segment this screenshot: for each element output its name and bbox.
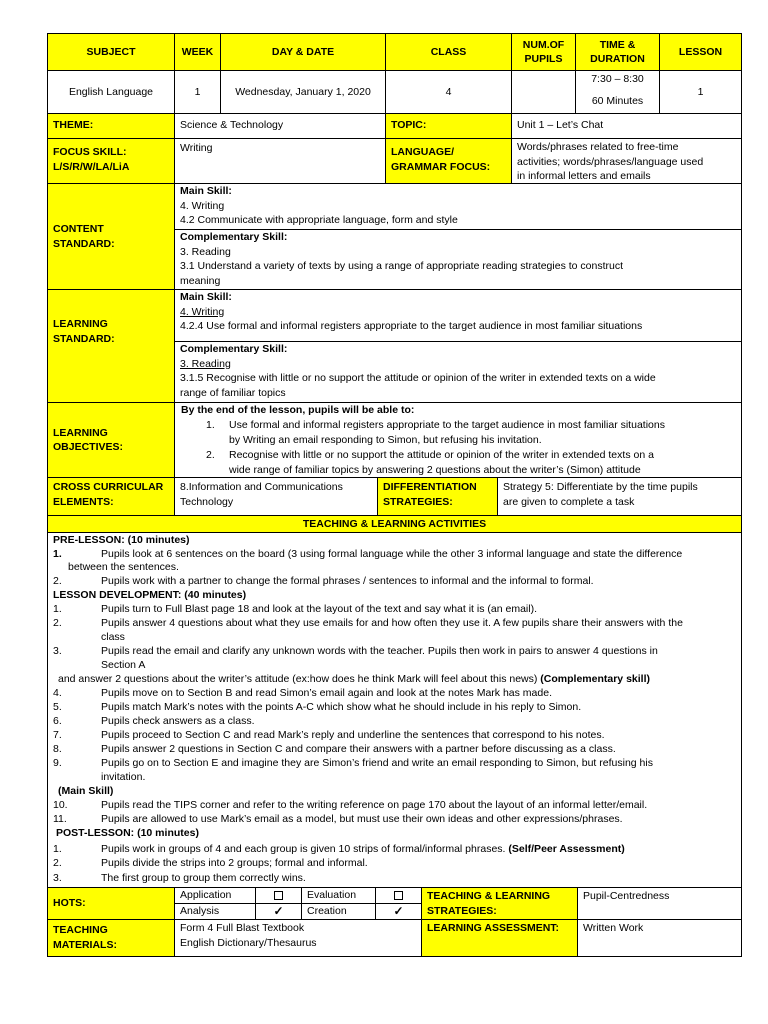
- theme-label-text: THEME:: [53, 119, 94, 131]
- header-subject: [47, 33, 175, 71]
- pre-2-line1: Pupils work with a partner to change the formal phrases / sentences to informal and the informal to formal.: [101, 575, 594, 587]
- dev-2-number: 2.: [53, 617, 62, 629]
- dev-2-line1: Pupils answer 4 questions about what they use emails for and how often they use it. A few pupils share their answers with the: [101, 617, 683, 629]
- materials-line1: Form 4 Full Blast Textbook: [180, 922, 305, 934]
- content-main-title: Main Skill:: [180, 185, 232, 197]
- check-mark-icon: [375, 903, 422, 920]
- grammar-line3: in informal letters and emails: [517, 170, 651, 182]
- learning-assessment-value: [577, 919, 742, 957]
- info-time-text: 7:30 – 8:30: [591, 73, 644, 85]
- header-day-date-text: DAY & DATE: [271, 45, 335, 58]
- pre-1-line1: Pupils look at 6 sentences on the board (3 using formal language while the other 3 informal language and state the difference: [101, 548, 683, 560]
- post-2-number: 2.: [53, 857, 62, 869]
- focus-skill-value-text: Writing: [180, 142, 213, 154]
- main-skill-tag: (Main Skill): [58, 785, 114, 797]
- topic-value-text: Unit 1 – Let’s Chat: [517, 119, 604, 131]
- cross-label-line1: CROSS CURRICULAR: [53, 481, 164, 493]
- dev-10-number: 10.: [53, 799, 68, 811]
- dev-3-extra-text: and answer 2 questions about the writer’s attitude (ex:how does he think Mark will feel about this news): [58, 673, 538, 685]
- post-3-number: 3.: [53, 872, 62, 884]
- content-comp-title: Complementary Skill:: [180, 231, 288, 243]
- hots-application: [174, 887, 256, 904]
- dev-3-number: 3.: [53, 645, 62, 657]
- teaching-materials-value: [174, 919, 422, 957]
- post-lesson-title: POST-LESSON: (10 minutes): [56, 827, 199, 839]
- info-week-text: 1: [194, 85, 201, 98]
- checkbox-empty-icon: [274, 891, 283, 900]
- header-class-text: CLASS: [430, 45, 467, 58]
- learning-assessment-label: [421, 919, 578, 957]
- dev-1-number: 1.: [53, 603, 62, 615]
- grammar-label-line1: LANGUAGE/: [391, 146, 454, 158]
- learning-assessment-label-text: LEARNING ASSESSMENT:: [427, 922, 560, 934]
- header-week-text: WEEK: [181, 45, 214, 58]
- self-peer-assessment-tag: (Self/Peer Assessment): [508, 843, 625, 855]
- analysis-tick: ✓: [273, 904, 284, 919]
- dev-7-number: 7.: [53, 729, 62, 741]
- pre-lesson-title: PRE-LESSON: (10 minutes): [53, 534, 190, 546]
- objective-1-number: 1.: [206, 419, 215, 431]
- dev-4-line1: Pupils move on to Section B and read Simon’s email again and look at the notes Mark has made.: [101, 687, 552, 699]
- info-class: [385, 70, 512, 114]
- dev-3-extra: [58, 673, 650, 687]
- info-class-text: 4: [445, 85, 452, 98]
- info-subject: [47, 70, 175, 114]
- dev-10-line1: Pupils read the TIPS corner and refer to the writing reference on page 170 about the layout of an informal letter/email.: [101, 799, 648, 811]
- objectives-label-line1: LEARNING: [53, 426, 108, 439]
- focus-skill-label-line1: FOCUS SKILL:: [53, 146, 127, 158]
- cross-value-line2: Technology: [180, 495, 234, 508]
- content-main-line2: 4.2 Communicate with appropriate language, form and style: [180, 214, 458, 226]
- theme-value-text: Science & Technology: [180, 119, 284, 131]
- cross-curricular-label: [47, 477, 175, 516]
- diff-line2: are given to complete a task: [503, 495, 635, 508]
- learning-main-text: 4.2.4 Use formal and informal registers appropriate to the target audience in most familiar situations: [180, 320, 643, 332]
- grammar-focus-value: [511, 138, 742, 184]
- header-num-pupils-line2: PUPILS: [524, 53, 563, 65]
- header-week: [174, 33, 221, 71]
- pre-1-number: 1.: [53, 548, 62, 560]
- hots-creation-text: Creation: [307, 905, 347, 917]
- info-time-duration: [575, 70, 660, 114]
- focus-skill-label-line2: L/S/R/W/LA/LiA: [53, 160, 130, 173]
- dev-8-line1: Pupils answer 2 questions in Section C and compare their answers with a partner before discussing as a class.: [101, 743, 616, 755]
- header-lesson-text: LESSON: [678, 45, 723, 58]
- hots-evaluation-check: [375, 887, 422, 904]
- learning-comp-line2: range of familiar topics: [180, 386, 286, 399]
- tl-strategies-label: [421, 887, 578, 920]
- hots-label: [47, 887, 175, 920]
- dev-9-number: 9.: [53, 757, 62, 769]
- learning-comp-skill: 3. Reading: [180, 357, 231, 370]
- materials-label-line2: MATERIALS:: [53, 938, 117, 951]
- learning-main-skill: 4. Writing: [180, 305, 225, 318]
- info-lesson-text: 1: [697, 85, 704, 98]
- post-1-number: 1.: [53, 843, 62, 855]
- content-comp-line2: 3.1 Understand a variety of texts by using a range of appropriate reading strategies to construct: [180, 260, 624, 272]
- check-mark-icon: [255, 903, 302, 920]
- diff-label-line1: DIFFERENTIATION: [383, 481, 477, 493]
- tl-strategies-label-line2: STRATEGIES:: [427, 904, 497, 917]
- dev-9-line2: invitation.: [101, 771, 146, 783]
- info-week: [174, 70, 221, 114]
- content-standard-label-line1: CONTENT: [53, 223, 104, 235]
- objective-1-line1: Use formal and informal registers appropriate to the target audience in most familiar situations: [229, 419, 665, 431]
- learning-comp-line1: 3.1.5 Recognise with little or no support the attitude or opinion of the writer in extended texts on a wide: [180, 372, 656, 384]
- objectives-label-line2: OBJECTIVES:: [53, 441, 124, 453]
- post-2-line: Pupils divide the strips into 2 groups; formal and informal.: [101, 857, 368, 869]
- materials-label-line1: TEACHING: [53, 924, 108, 936]
- header-num-pupils: [511, 33, 576, 71]
- objective-1-line2: by Writing an email responding to Simon, but refusing his invitation.: [229, 434, 542, 446]
- dev-1-line1: Pupils turn to Full Blast page 18 and look at the layout of the text and say what it is (an email).: [101, 603, 537, 615]
- learning-comp-title: Complementary Skill:: [180, 343, 288, 355]
- activities-title-text: TEACHING & LEARNING ACTIVITIES: [302, 517, 487, 530]
- dev-3-line2: Section A: [101, 659, 146, 671]
- learning-assessment-value-text: Written Work: [583, 922, 644, 934]
- content-standard-main: [174, 183, 742, 230]
- dev-7-line1: Pupils proceed to Section C and read Mark’s reply and underline the sentences that correspond to his notes.: [101, 729, 605, 741]
- checkbox-empty-icon: [394, 891, 403, 900]
- learning-main-title: Main Skill:: [180, 291, 232, 303]
- content-comp-line3: meaning: [180, 274, 221, 287]
- lesson-development-title: LESSON DEVELOPMENT: (40 minutes): [53, 589, 247, 601]
- differentiation-label: [377, 477, 498, 516]
- teaching-materials-label: [47, 919, 175, 957]
- learning-standard-comp: [174, 341, 742, 403]
- hots-application-text: Application: [180, 889, 232, 901]
- dev-6-number: 6.: [53, 715, 62, 727]
- objectives-intro: By the end of the lesson, pupils will be able to:: [181, 404, 415, 416]
- topic-label: [385, 113, 512, 139]
- dev-4-number: 4.: [53, 687, 62, 699]
- grammar-line1: Words/phrases related to free-time: [517, 141, 679, 153]
- grammar-label-line2: GRAMMAR FOCUS:: [391, 160, 491, 173]
- objective-2-line2: wide range of familiar topics by answering 2 questions about the writer’s (Simon) attitude: [229, 464, 641, 476]
- content-standard-label-line2: STANDARD:: [53, 237, 115, 250]
- info-lesson: [659, 70, 742, 114]
- info-subject-text: English Language: [68, 85, 154, 98]
- header-class: [385, 33, 512, 71]
- objective-2-line1: Recognise with little or no support the attitude or opinion of the writer in extended texts on a: [229, 449, 654, 461]
- info-duration-text: 60 Minutes: [591, 95, 644, 107]
- differentiation-value: [497, 477, 742, 516]
- grammar-line2: activities; words/phrases/language used: [517, 155, 704, 168]
- dev-5-line1: Pupils match Mark’s notes with the points A-C which show what he should include in his reply to Simon.: [101, 701, 582, 713]
- tl-strategies-value-text: Pupil-Centredness: [583, 890, 670, 902]
- topic-value: [511, 113, 742, 139]
- info-date: [220, 70, 386, 114]
- theme-label: [47, 113, 175, 139]
- dev-11-line1: Pupils are allowed to use Mark’s email as a model, but must use their own ideas and other expressions/phrases.: [101, 813, 623, 825]
- content-standard-label: [47, 183, 175, 290]
- post-1-line: [101, 843, 625, 857]
- learning-standard-label-line1: LEARNING: [53, 318, 108, 330]
- objectives-label: [47, 402, 175, 478]
- header-time-line1: TIME &: [599, 38, 636, 51]
- learning-standard-main: [174, 289, 742, 342]
- header-day-date: [220, 33, 386, 71]
- header-subject-text: SUBJECT: [86, 45, 136, 58]
- objective-2-number: 2.: [206, 449, 215, 461]
- hots-analysis: [174, 903, 256, 920]
- pre-2-number: 2.: [53, 575, 62, 587]
- dev-9-line1: Pupils go on to Section E and imagine they are Simon’s friend and write an email responding to Simon, but refusing his: [101, 757, 653, 769]
- content-comp-line1: 3. Reading: [180, 245, 231, 258]
- hots-creation: [301, 903, 376, 920]
- header-time-line2: DURATION: [590, 53, 645, 65]
- hots-evaluation: [301, 887, 376, 904]
- hots-application-check: [255, 887, 302, 904]
- theme-value: [174, 113, 386, 139]
- dev-3-line1: Pupils read the email and clarify any unknown words with the teacher. Pupils then work in pairs to answer 4 questions in: [101, 645, 658, 657]
- header-num-pupils-line1: NUM.OF: [522, 38, 565, 51]
- focus-skill-label: [47, 138, 175, 184]
- dev-11-number: 11.: [53, 813, 67, 825]
- dev-5-number: 5.: [53, 701, 62, 713]
- header-lesson: [659, 33, 742, 71]
- header-time-duration: [575, 33, 660, 71]
- dev-2-line2: class: [101, 631, 125, 643]
- cross-value-line1: 8.Information and Communications: [180, 481, 343, 493]
- topic-label-text: TOPIC:: [391, 119, 427, 131]
- tl-strategies-label-line1: TEACHING & LEARNING: [427, 890, 551, 902]
- content-main-line1: 4. Writing: [180, 199, 225, 212]
- objectives-content: [174, 402, 742, 478]
- materials-line2: English Dictionary/Thesaurus: [180, 936, 317, 949]
- post-3-line: The first group to group them correctly wins.: [101, 872, 306, 884]
- hots-label-text: HOTS:: [53, 897, 86, 910]
- post-1-text: Pupils work in groups of 4 and each group is given 10 strips of formal/informal phrases.: [101, 843, 506, 855]
- dev-8-number: 8.: [53, 743, 62, 755]
- diff-line1: Strategy 5: Differentiate by the time pupils: [503, 481, 698, 493]
- diff-label-line2: STRATEGIES:: [383, 495, 453, 508]
- creation-tick: ✓: [393, 904, 404, 919]
- learning-standard-label: [47, 289, 175, 403]
- info-num-pupils: [511, 70, 576, 114]
- complementary-skill-tag: (Complementary skill): [540, 673, 650, 685]
- dev-6-line1: Pupils check answers as a class.: [101, 715, 255, 727]
- cross-label-line2: ELEMENTS:: [53, 495, 114, 508]
- content-standard-comp: [174, 229, 742, 290]
- activities-title: [47, 515, 742, 533]
- cross-curricular-value: [174, 477, 378, 516]
- hots-evaluation-text: Evaluation: [307, 889, 357, 901]
- tl-strategies-value: [577, 887, 742, 920]
- info-date-text: Wednesday, January 1, 2020: [235, 85, 371, 98]
- focus-skill-value: [174, 138, 386, 184]
- pre-1-line2: between the sentences.: [68, 561, 179, 573]
- grammar-focus-label: [385, 138, 512, 184]
- learning-standard-label-line2: STANDARD:: [53, 332, 115, 345]
- activities-body: [47, 532, 742, 888]
- hots-analysis-text: Analysis: [180, 905, 220, 917]
